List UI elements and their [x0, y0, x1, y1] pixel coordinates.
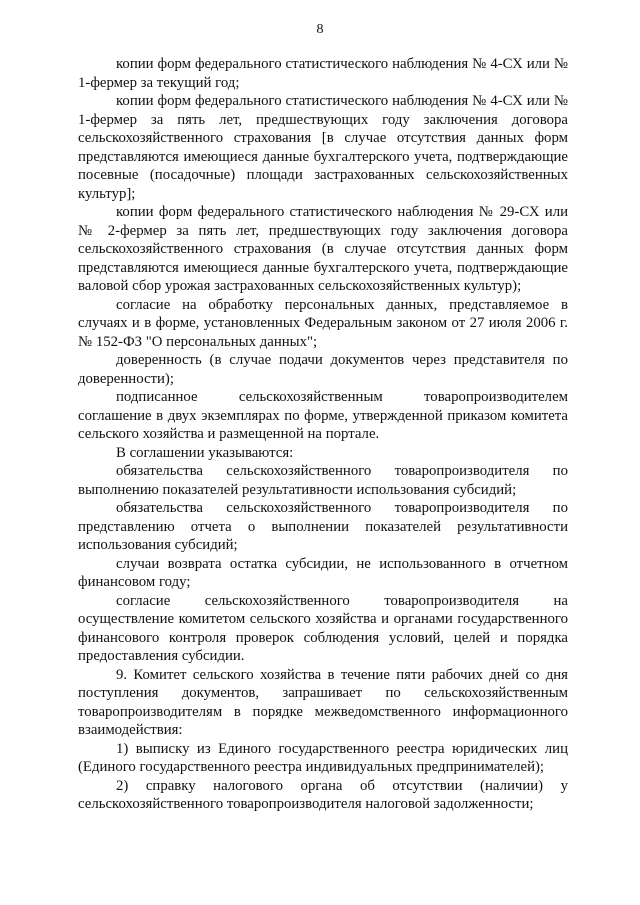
paragraph: 9. Комитет сельского хозяйства в течение пяти рабочих дней со дня поступления документов, запрашивает по сельскохозяйственным товаропроизводителям в порядке межведомственного информационного взаимодействия: [78, 666, 568, 738]
paragraph: обязательства сельскохозяйственного товаропроизводителя по выполнению показателей результативности использования субсидий; [78, 463, 568, 498]
paragraph: обязательства сельскохозяйственного товаропроизводителя по представлению отчета о выполнении показателей результативности использования субсидий; [78, 500, 568, 553]
paragraph: копии форм федерального статистического наблюдения № 29-СХ или № 2-фермер за пять лет, предшествующих году заключения договора сельскохозяйственного страхования (в случае отсутствия данных форм представляются имеющиеся данные бухгалтерского учета, подтверждающие валовой сбор урожая застрахованных сельскохозяйственных культур); [78, 204, 568, 294]
page-number: 8 [316, 22, 324, 37]
paragraph: 1) выписку из Единого государственного реестра юридических лиц (Единого государственного реестра индивидуальных предпринимателей); [78, 740, 568, 775]
paragraph: подписанное сельскохозяйственным товаропроизводителем соглашение в двух экземплярах по форме, утвержденной приказом комитета сельского хозяйства и размещенной на портале. [78, 389, 568, 442]
paragraph: копии форм федерального статистического наблюдения № 4-СХ или № 1-фермер за пять лет, предшествующих году заключения договора сельскохозяйственного страхования [в случае отсутствия данных форм представляются имеющиеся данные бухгалтерского учета, подтверждающие посевные (посадочные) площади застрахованных сельскохозяйственных культур]; [78, 93, 568, 202]
paragraph: доверенность (в случае подачи документов через представителя по доверенности); [78, 352, 568, 387]
paragraph: В соглашении указываются: [116, 444, 294, 461]
paragraph: 2) справку налогового органа об отсутствии (наличии) у сельскохозяйственного товаропроизводителя налоговой задолженности; [78, 777, 568, 812]
document-body [78, 55, 568, 814]
paragraph: копии форм федерального статистического наблюдения № 4-СХ или № 1-фермер за текущий год; [78, 56, 568, 91]
paragraph: согласие на обработку персональных данных, представляемое в случаях и в форме, установленных Федеральным законом от 27 июля 2006 г. № 152-ФЗ "О персональных данных"; [78, 296, 568, 350]
paragraph: согласие сельскохозяйственного товаропроизводителя на осуществление комитетом сельского хозяйства и органами государственного финансового контроля проверок соблюдения условий, целей и порядка предоставления субсидии. [78, 592, 568, 664]
paragraph: случаи возврата остатка субсидии, не использованного в отчетном финансовом году; [78, 555, 568, 590]
